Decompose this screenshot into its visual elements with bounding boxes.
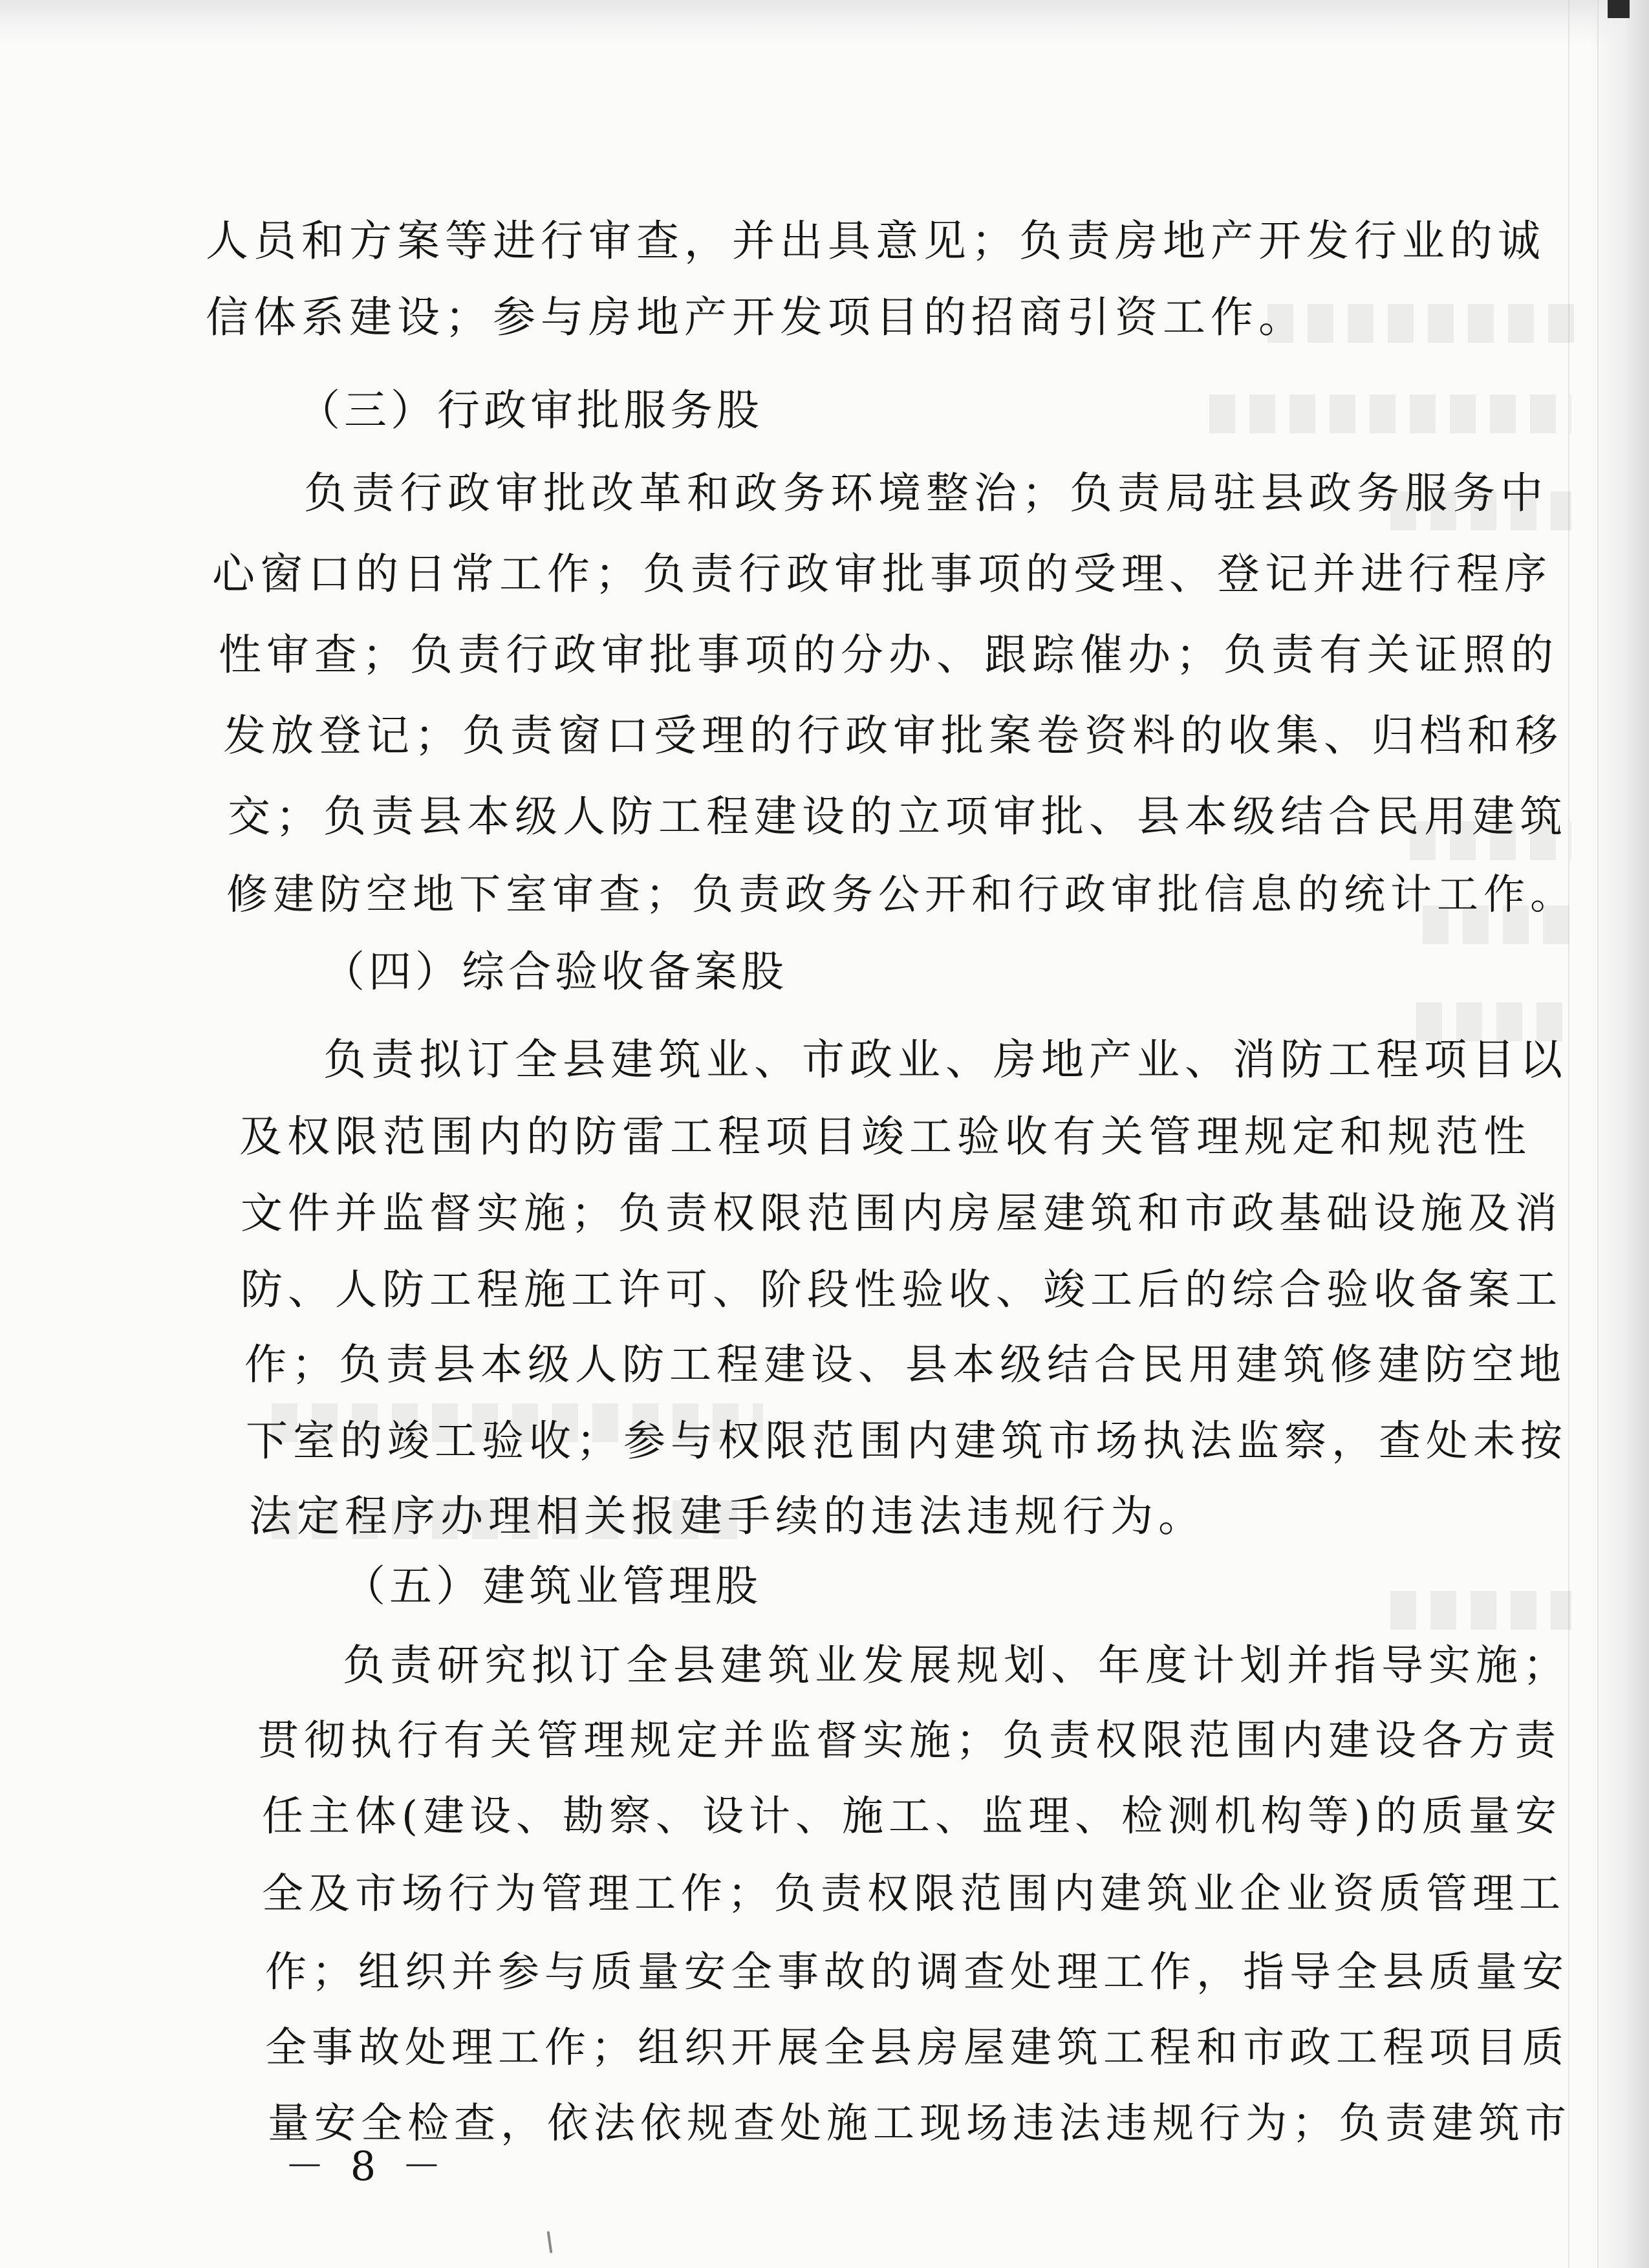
body-line: 防、人防工程施工许可、阶段性验收、竣工后的综合验收备案工 (241, 1266, 1563, 1314)
body-line: 交；负责县本级人防工程建设的立项审批、县本级结合民用建筑 (228, 792, 1568, 841)
body-line: 心窗口的日常工作；负责行政审批事项的受理、登记并进行程序 (212, 549, 1552, 599)
body-line: 人员和方案等进行审查，并出具意见；负责房地产开发行业的诚 (206, 216, 1546, 266)
body-line: 量安全检查，依法依规查处施工现场违法违规行为；负责建筑市 (268, 2100, 1571, 2148)
body-line: 全事故处理工作；组织开展全县房屋建筑工程和市政工程项目质 (265, 2024, 1569, 2072)
body-line: 负责研究拟订全县建筑业发展规划、年度计划并指导实施； (343, 1641, 1571, 1690)
page-number: － 8 － (285, 2143, 448, 2190)
body-line: 任主体(建设、勘察、设计、施工、监理、检测机构等)的质量安 (262, 1793, 1562, 1841)
body-line: 负责行政审批改革和政务环境整治；负责局驻县政务服务中 (304, 468, 1548, 518)
body-line: 贯彻执行有关管理规定并监督实施；负责权限范围内建设各方责 (257, 1717, 1561, 1765)
body-line: 下室的竣工验收；参与权限范围内建筑市场执法监察，查处未按 (246, 1417, 1568, 1465)
section-heading: （五）建筑业管理股 (343, 1561, 762, 1611)
stray-ink-mark (547, 2231, 553, 2253)
body-line: 法定程序办理相关报建手续的违法违规行为。 (249, 1491, 1206, 1541)
scan-shadow-right (1591, 0, 1649, 2268)
scan-shadow-top (0, 0, 1649, 45)
section-heading: （三）行政审批服务股 (297, 385, 763, 435)
bleed-through-mark (1267, 304, 1578, 343)
scan-corner-mark (1608, 0, 1630, 18)
body-line: 修建防空地下室审查；负责政务公开和行政审批信息的统计工作。 (226, 871, 1577, 919)
body-line: 全及市场行为管理工作；负责权限范围内建筑业企业资质管理工 (262, 1870, 1566, 1918)
body-line: 性审查；负责行政审批事项的分办、跟踪催办；负责有关证照的 (219, 630, 1558, 680)
body-line: 作；组织并参与质量安全事故的调查处理工作，指导全县质量安 (265, 1949, 1569, 1996)
bleed-through-mark (1390, 1591, 1571, 1630)
body-line: 发放登记；负责窗口受理的行政审批案卷资料的收集、归档和移 (223, 711, 1563, 761)
section-heading: （四）综合验收备案股 (322, 947, 788, 997)
body-line: 作；负责县本级人防工程建设、县本级结合民用建筑修建防空地 (244, 1341, 1567, 1389)
scan-stripe (1597, 0, 1599, 2268)
body-line: 负责拟订全县建筑业、市政业、房地产业、消防工程项目以 (323, 1035, 1568, 1085)
body-line: 文件并监督实施；负责权限范围内房屋建筑和市政基础设施及消 (241, 1189, 1563, 1238)
body-line: 信体系建设；参与房地产开发项目的招商引资工作。 (206, 292, 1306, 342)
bleed-through-mark (1209, 394, 1571, 433)
body-line: 及权限范围内的防雷工程项目竣工验收有关管理规定和规范性 (239, 1112, 1531, 1161)
